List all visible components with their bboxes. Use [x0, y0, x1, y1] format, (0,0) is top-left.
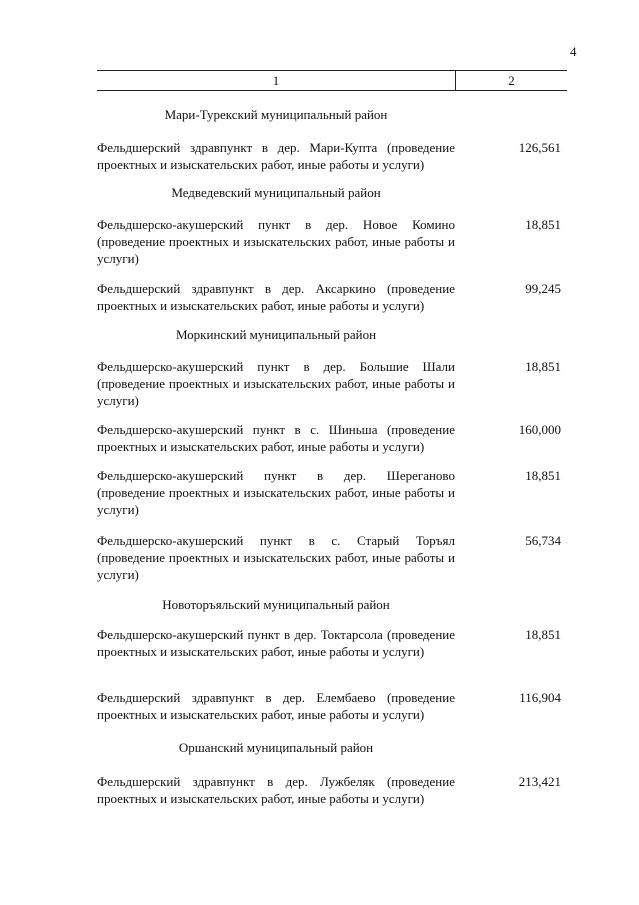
table-row	[97, 773, 567, 807]
district-heading: Медведевский муниципальный район	[171, 185, 381, 200]
row-value: 160,000	[518, 422, 561, 437]
district-heading: Оршанский муниципальный район	[178, 740, 374, 755]
table-row	[97, 467, 567, 518]
table-header	[97, 70, 567, 91]
row-description: Фельдшерско-акушерский пункт в дер. Большие Шали (проведение проектных и изыскательских работ, иные работы и услуги)	[97, 359, 455, 408]
row-value: 213,421	[518, 774, 561, 789]
row-value: 56,734	[525, 533, 561, 548]
header-col-2: 2	[508, 73, 515, 88]
row-value: 99,245	[525, 281, 561, 296]
district-heading: Мари-Турекский муниципальный район	[164, 107, 388, 122]
row-description: Фельдшерский здравпункт в дер. Елембаево (проведение проектных и изыскательских работ, иные работы и услуги)	[97, 690, 455, 722]
table-row	[97, 358, 567, 409]
header-col-1: 1	[97, 71, 456, 90]
row-description: Фельдшерский здравпункт в дер. Лужбеляк (проведение проектных и изыскательских работ, иные работы и услуги)	[97, 774, 455, 806]
row-value: 116,904	[519, 690, 561, 705]
row-value: 18,851	[525, 468, 561, 483]
row-value: 126,561	[518, 140, 561, 155]
table-row	[97, 689, 567, 723]
table-row	[97, 532, 567, 583]
row-description: Фельдшерско-акушерский пункт в с. Шиньша (проведение проектных и изыскательских работ, иные работы и услуги)	[97, 422, 455, 454]
row-description: Фельдшерско-акушерский пункт в дер. Шереганово (проведение проектных и изыскательских работ, иные работы и услуги)	[97, 468, 455, 517]
row-value: 18,851	[525, 359, 561, 374]
row-description: Фельдшерский здравпункт в дер. Мари-Купта (проведение проектных и изыскательских работ, иные работы и услуги)	[97, 140, 455, 172]
row-description: Фельдшерский здравпункт в дер. Аксаркино (проведение проектных и изыскательских работ, иные работы и услуги)	[97, 281, 455, 313]
district-heading: Моркинский муниципальный район	[175, 327, 377, 342]
district-heading: Новоторъяльский муниципальный район	[162, 597, 390, 612]
page-number: 4	[570, 44, 577, 59]
row-description: Фельдшерско-акушерский пункт в дер. Новое Комино (проведение проектных и изыскательских работ, иные работы и услуги)	[97, 217, 455, 266]
row-value: 18,851	[525, 217, 561, 232]
table-row	[97, 216, 567, 267]
row-value: 18,851	[525, 627, 561, 642]
table-row	[97, 421, 567, 455]
table-row	[97, 626, 567, 660]
table-row	[97, 139, 567, 173]
table-row	[97, 280, 567, 314]
row-description: Фельдшерско-акушерский пункт в дер. Токтарсола (проведение проектных и изыскательских работ, иные работы и услуги)	[97, 627, 455, 659]
row-description: Фельдшерско-акушерский пункт в с. Старый Торъял (проведение проектных и изыскательских работ, иные работы и услуги)	[97, 533, 455, 582]
